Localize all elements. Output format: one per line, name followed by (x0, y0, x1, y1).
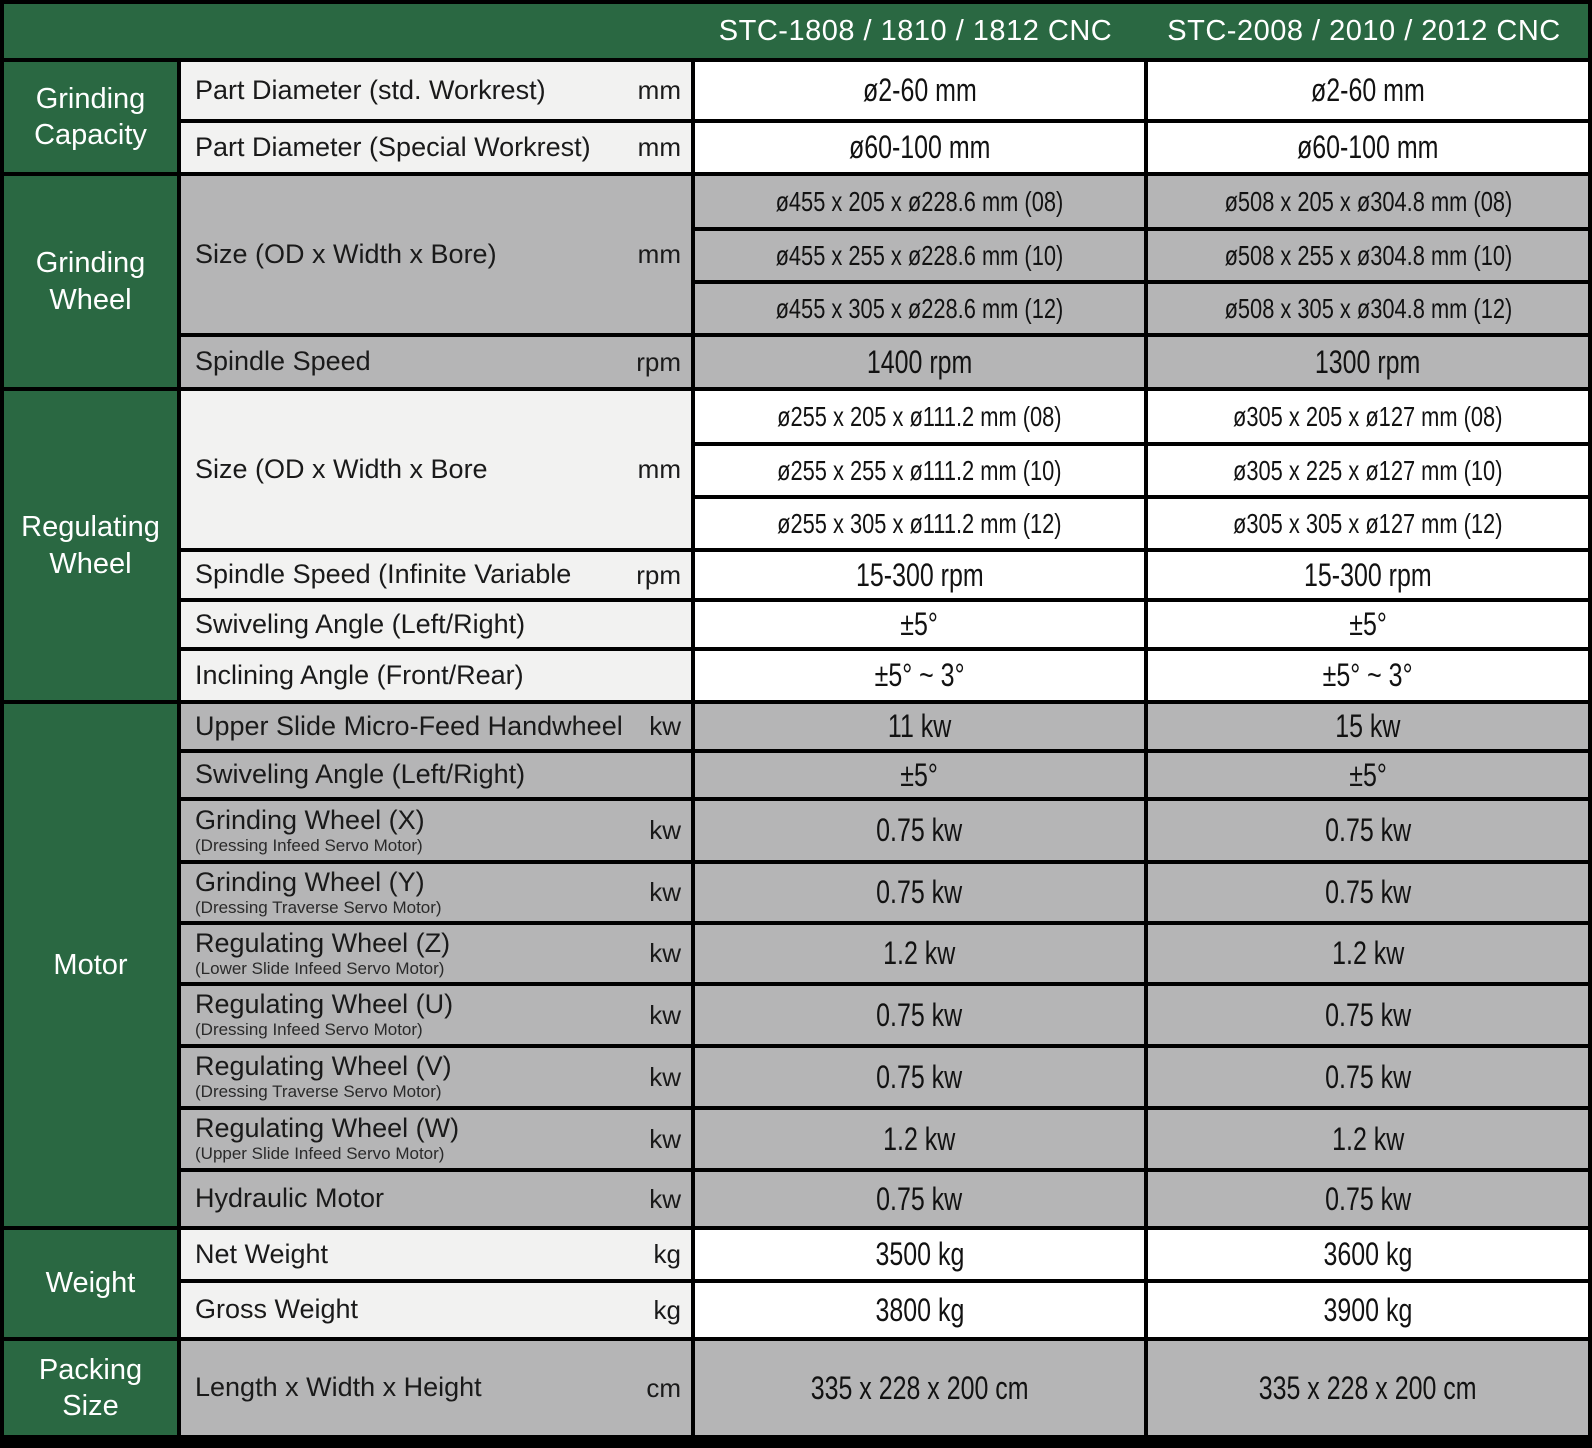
value-net-weight-a: 3500 kg (695, 1230, 1144, 1279)
param-label: Gross Weight (195, 1294, 359, 1325)
param-net-weight (181, 1230, 691, 1279)
param-hydraulic-motor (181, 1172, 691, 1226)
category-grinding-wheel: Grinding Wheel (4, 176, 177, 387)
param-grinding-wheel-x (181, 801, 691, 860)
value-part-diameter-std-a: ø2-60 mm (695, 62, 1144, 119)
param-packing-dimensions (181, 1341, 691, 1435)
value-rw-v-b: 0.75 kw (1148, 1048, 1588, 1106)
param-label: Regulating Wheel (V) (195, 1051, 452, 1082)
param-unit: mm (637, 132, 681, 162)
category-packing-size: Packing Size (4, 1341, 177, 1435)
param-label: Hydraulic Motor (195, 1183, 385, 1214)
value-hydraulic-a: 0.75 kw (695, 1172, 1144, 1226)
param-sublabel: (Dressing Infeed Servo Motor) (195, 1020, 423, 1040)
param-unit: mm (637, 75, 681, 105)
param-regulating-wheel-size (181, 391, 691, 548)
value-gw-size-10-b: ø508 x 255 x ø304.8 mm (10) (1148, 231, 1588, 280)
value-gross-weight-a: 3800 kg (695, 1283, 1144, 1337)
value-rw-incline-b: ±5° ~ 3° (1148, 651, 1588, 700)
category-grinding-capacity: Grinding Capacity (4, 62, 177, 172)
param-rw-inclining-angle (181, 651, 691, 700)
param-label: Swiveling Angle (Left/Right) (195, 759, 526, 790)
param-rw-swiveling-angle (181, 602, 691, 647)
param-regulating-wheel-u (181, 986, 691, 1044)
param-label: Length x Width x Height (195, 1372, 482, 1403)
param-unit: kw (649, 1183, 681, 1214)
param-unit: kw (649, 1061, 681, 1092)
value-rw-w-b: 1.2 kw (1148, 1110, 1588, 1168)
value-motor-swivel-a: ±5° (695, 753, 1144, 797)
category-regulating-wheel: Regulating Wheel (4, 391, 177, 700)
value-rw-size-10-b: ø305 x 225 x ø127 mm (10) (1148, 446, 1588, 495)
value-motor-swivel-b: ±5° (1148, 753, 1588, 797)
param-label: Net Weight (195, 1238, 329, 1269)
value-gross-weight-b: 3900 kg (1148, 1283, 1588, 1337)
param-rw-spindle-speed (181, 552, 691, 598)
category-motor: Motor (4, 704, 177, 1226)
param-unit: kw (649, 938, 681, 968)
param-unit: kw (649, 877, 681, 907)
param-sublabel: (Dressing Traverse Servo Motor) (195, 1082, 442, 1102)
value-rw-w-a: 1.2 kw (695, 1110, 1144, 1168)
param-label: Part Diameter (std. Workrest) (195, 74, 546, 105)
value-part-diameter-special-b: ø60-100 mm (1148, 123, 1588, 172)
param-label: Upper Slide Micro-Feed Handwheel (195, 710, 623, 741)
value-gw-size-12-b: ø508 x 305 x ø304.8 mm (12) (1148, 284, 1588, 333)
value-rw-swivel-a: ±5° (695, 602, 1144, 647)
value-rw-z-a: 1.2 kw (695, 925, 1144, 982)
value-rw-spindle-a: 15-300 rpm (695, 552, 1144, 598)
value-gw-y-a: 0.75 kw (695, 864, 1144, 921)
param-label: Grinding Wheel (X) (195, 804, 425, 835)
param-unit: cm (646, 1372, 681, 1403)
value-packing-a: 335 x 228 x 200 cm (695, 1341, 1144, 1435)
value-net-weight-b: 3600 kg (1148, 1230, 1588, 1279)
param-motor-swiveling-angle (181, 753, 691, 797)
value-gw-size-12-a: ø455 x 305 x ø228.6 mm (12) (695, 284, 1144, 333)
param-gw-spindle-speed (181, 337, 691, 387)
value-rw-v-a: 0.75 kw (695, 1048, 1144, 1106)
param-label: Regulating Wheel (Z) (195, 927, 451, 958)
value-rw-u-a: 0.75 kw (695, 986, 1144, 1044)
param-sublabel: (Upper Slide Infeed Servo Motor) (195, 1144, 445, 1164)
param-grinding-wheel-size (181, 176, 691, 333)
value-gw-size-08-b: ø508 x 205 x ø304.8 mm (08) (1148, 176, 1588, 227)
value-gw-x-b: 0.75 kw (1148, 801, 1588, 860)
param-regulating-wheel-z (181, 925, 691, 982)
param-label: Size (OD x Width x Bore (195, 453, 488, 484)
param-regulating-wheel-v (181, 1048, 691, 1106)
value-rw-z-b: 1.2 kw (1148, 925, 1588, 982)
param-regulating-wheel-w (181, 1110, 691, 1168)
value-gw-size-10-a: ø455 x 255 x ø228.6 mm (10) (695, 231, 1144, 280)
value-hydraulic-b: 0.75 kw (1148, 1172, 1588, 1226)
param-unit: kg (653, 1239, 681, 1269)
value-packing-b: 335 x 228 x 200 cm (1148, 1341, 1588, 1435)
header-model-a: STC-1808 / 1810 / 1812 CNC (718, 14, 1113, 47)
param-unit: rpm (636, 559, 681, 590)
value-rw-u-b: 0.75 kw (1148, 986, 1588, 1044)
param-label: Spindle Speed (195, 346, 371, 377)
param-gross-weight (181, 1283, 691, 1337)
param-label: Inclining Angle (Front/Rear) (195, 659, 524, 690)
value-rw-spindle-b: 15-300 rpm (1148, 552, 1588, 598)
value-gw-x-a: 0.75 kw (695, 801, 1144, 860)
param-unit: kw (649, 711, 681, 741)
param-unit: kw (649, 999, 681, 1030)
value-rw-incline-a: ±5° ~ 3° (695, 651, 1144, 700)
value-gw-spindle-a: 1400 rpm (695, 337, 1144, 387)
category-weight: Weight (4, 1230, 177, 1337)
value-rw-size-08-a: ø255 x 205 x ø111.2 mm (08) (695, 391, 1144, 442)
value-rw-swivel-b: ±5° (1148, 602, 1588, 647)
param-label: Regulating Wheel (U) (195, 989, 454, 1020)
table-header-row (4, 4, 1588, 58)
value-rw-size-12-a: ø255 x 305 x ø111.2 mm (12) (695, 499, 1144, 548)
param-label: Size (OD x Width x Bore) (195, 238, 497, 269)
header-model-b: STC-2008 / 2010 / 2012 CNC (1167, 14, 1561, 47)
value-rw-size-08-b: ø305 x 205 x ø127 mm (08) (1148, 391, 1588, 442)
value-rw-size-10-a: ø255 x 255 x ø111.2 mm (10) (695, 446, 1144, 495)
param-label: Part Diameter (Special Workrest) (195, 131, 591, 162)
value-rw-size-12-b: ø305 x 305 x ø127 mm (12) (1148, 499, 1588, 548)
param-unit: kw (649, 1123, 681, 1154)
param-sublabel: (Dressing Traverse Servo Motor) (195, 897, 442, 917)
param-unit: rpm (636, 346, 681, 377)
value-upper-slide-b: 15 kw (1148, 704, 1588, 749)
param-unit: mm (637, 239, 681, 269)
value-gw-spindle-b: 1300 rpm (1148, 337, 1588, 387)
param-part-diameter-special (181, 123, 691, 172)
param-sublabel: (Dressing Infeed Servo Motor) (195, 835, 423, 855)
param-label: Grinding Wheel (Y) (195, 866, 425, 897)
value-gw-y-b: 0.75 kw (1148, 864, 1588, 921)
param-grinding-wheel-y (181, 864, 691, 921)
value-gw-size-08-a: ø455 x 205 x ø228.6 mm (08) (695, 176, 1144, 227)
param-unit: kg (653, 1294, 681, 1325)
param-label: Spindle Speed (Infinite Variable (195, 559, 572, 590)
param-label: Swiveling Angle (Left/Right) (195, 608, 526, 639)
param-unit: mm (637, 454, 681, 484)
param-sublabel: (Lower Slide Infeed Servo Motor) (195, 958, 445, 978)
value-part-diameter-special-a: ø60-100 mm (695, 123, 1144, 172)
param-label: Regulating Wheel (W) (195, 1113, 460, 1144)
param-part-diameter-std (181, 62, 691, 119)
param-upper-slide-handwheel (181, 704, 691, 749)
param-unit: kw (649, 815, 681, 845)
value-upper-slide-a: 11 kw (695, 704, 1144, 749)
value-part-diameter-std-b: ø2-60 mm (1148, 62, 1588, 119)
